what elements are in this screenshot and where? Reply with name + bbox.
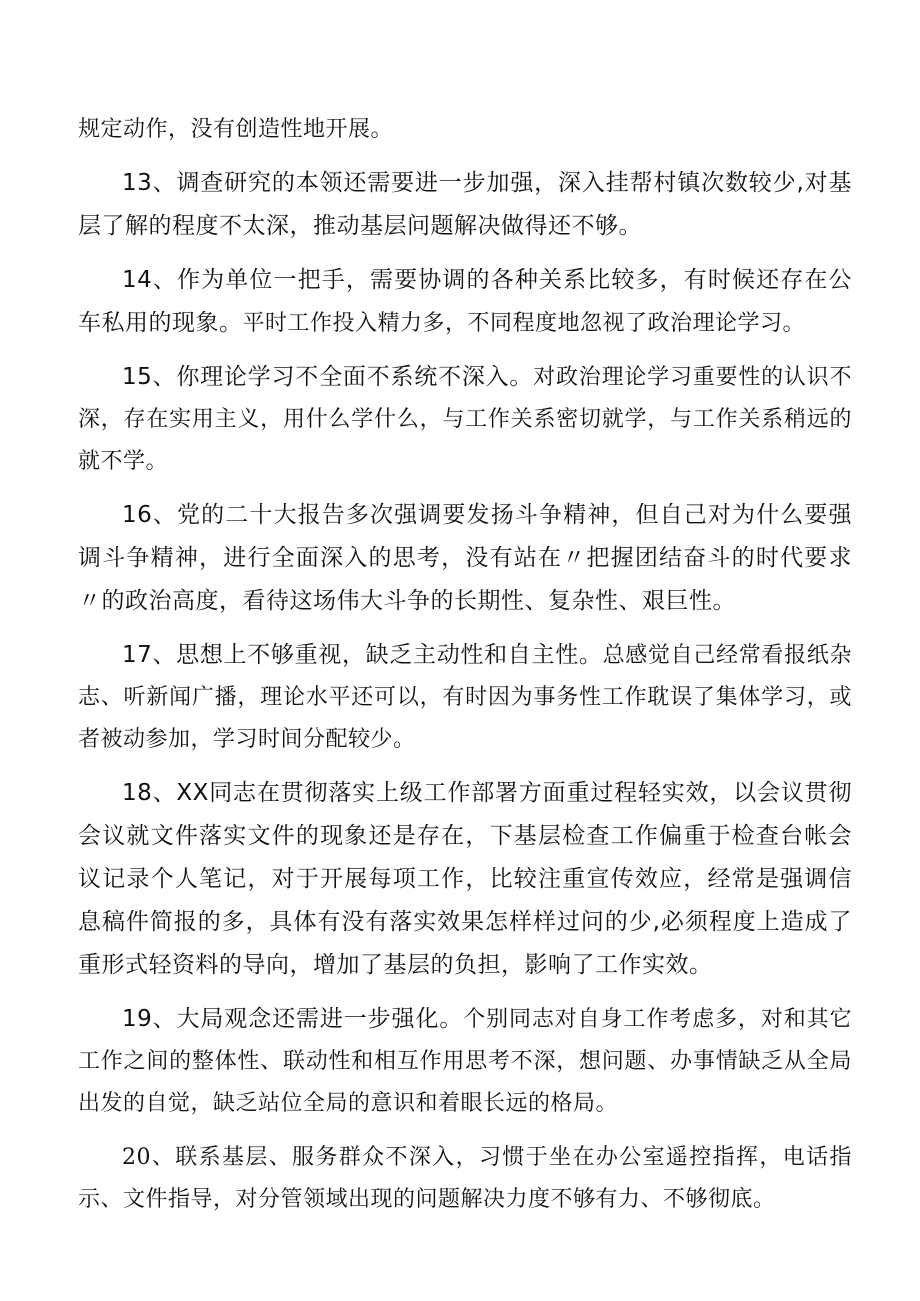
paragraph-text: 规定动作，没有创造性地开展。 <box>78 117 394 142</box>
paragraph-text: 对政治理论学习重要性的认识不深，存在实用主义，用什么学什么，与工作关系密切就学，与工作关系稍远的就不学。 <box>78 365 852 474</box>
paragraph-13 <box>78 162 852 248</box>
paragraph-lead: 17、思想上不够重视，缺乏主动性和自主性。 <box>122 642 603 668</box>
paragraph-20 <box>78 1136 852 1221</box>
paragraph-lead: 19、大局观念还需进一步强化。 <box>122 1006 464 1032</box>
paragraph-18 <box>78 772 852 987</box>
paragraph-15 <box>78 356 852 483</box>
paragraph-text: 平时工作投入精力多，不同程度地忽视了政治理论学习。 <box>242 311 806 336</box>
paragraph-lead: 16、党的二十大报告多次强调要发扬斗争精神，但自己对为什么要强调斗争精神，进行全面深入的思考，没有站在〃把握团结奋斗的时代要求〃的政治高度，看待这场伟大斗争的长期性、复杂性、艰巨性。 <box>78 502 852 614</box>
paragraph-14 <box>78 259 852 345</box>
paragraph-continuation <box>78 108 852 151</box>
paragraph-lead: 14、作为单位一把手，需要协调的各种关系比较多，有时候还存在公车私用的现象。 <box>78 267 852 336</box>
paragraph-lead: 15、你理论学习不全面不系统不深入。 <box>122 364 534 390</box>
paragraph-text: 总感觉自己经常看报纸杂志、听新闻广播，理论水平还可以，有时因为事务性工作耽误了集体学习，或者被动参加，学习时间分配较少。 <box>78 643 852 752</box>
document-page <box>78 108 852 1232</box>
paragraph-17 <box>78 634 852 761</box>
paragraph-lead: 13、调查研究的本领还需要进一步加强，深入挂帮村镇次数较少,对基层了解的程度不太深，推动基层问题解决做得还不够。 <box>78 170 852 239</box>
paragraph-lead: 18、XX同志在贯彻落实上级工作部署方面重过程轻实效，以会议贯彻会议就文件落实文件的现象还是存在，下基层检查工作偏重于检查台帐会议记录个人笔记，对于开展每项工作，比较注重宣传效应，经常是强调信息稿件简报的多，具体有没有落实效果怎样样过问的少,必须程度上造成了重形式轻资料的导向，增加了基层的负担，影响了工作实效。 <box>78 780 852 978</box>
paragraph-text: 20、联系基层、服务群众不深入，习惯于坐在办公室遥控指挥，电话指示、文件指导，对分管领域出现的问题解决力度不够有力、不够彻底。 <box>78 1145 852 1212</box>
paragraph-16 <box>78 494 852 623</box>
paragraph-19 <box>78 998 852 1125</box>
paragraph-text: 个别同志对自身工作考虑多，对和其它工作之间的整体性、联动性和相互作用思考不深，想问题、办事情缺乏从全局出发的自觉，缺乏站位全局的意识和着眼长远的格局。 <box>78 1007 852 1116</box>
